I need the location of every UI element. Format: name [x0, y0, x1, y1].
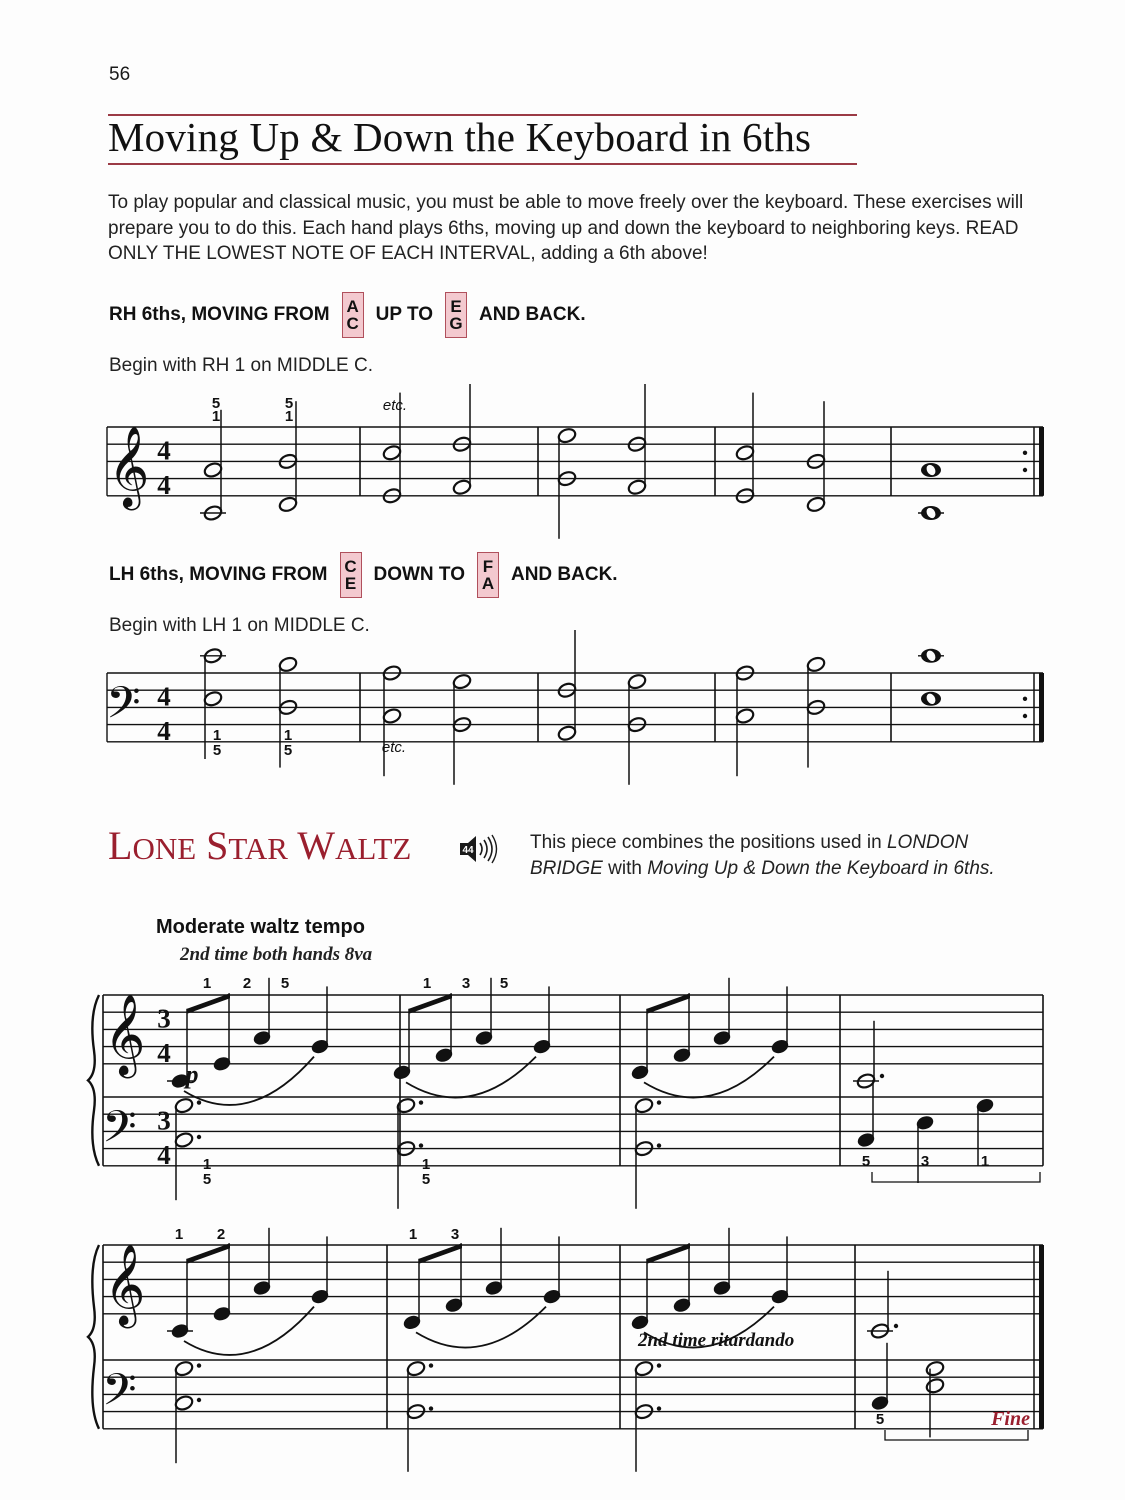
time-signature-bottom: 4: [157, 1038, 171, 1069]
half-note: [382, 707, 402, 724]
lh-to-bottom: A: [481, 574, 495, 593]
title-rest: ONE: [132, 831, 197, 866]
half-note: [203, 461, 223, 478]
half-note: [396, 1097, 416, 1114]
bass-clef-icon: 𝄢: [102, 1102, 137, 1163]
finger-number: 2: [242, 975, 252, 992]
finger-number: 5: [499, 975, 509, 992]
desc-text: This piece combines the positions used in: [530, 832, 887, 853]
finger-number: 1: [408, 1226, 418, 1243]
desc-text: with: [602, 857, 648, 879]
finger-number: 3: [920, 1153, 930, 1170]
half-note: [382, 444, 402, 461]
half-note: [174, 1131, 194, 1148]
half-note: [452, 673, 472, 690]
rh-from-top: A: [346, 297, 359, 316]
rh-heading-middle: UP TO: [375, 304, 433, 325]
beam: [647, 993, 690, 1013]
brace: [88, 995, 99, 1166]
slur: [644, 1057, 774, 1098]
half-note: [174, 1394, 194, 1411]
half-note: [735, 444, 755, 461]
rh-to-top: E: [450, 297, 462, 316]
augmentation-dot: [894, 1324, 898, 1328]
finger-number: 3: [461, 975, 471, 992]
half-note: [452, 478, 472, 495]
beam: [647, 1243, 690, 1263]
page-title: Moving Up & Down the Keyboard in 6ths: [108, 114, 812, 160]
rh-heading-suffix: AND BACK.: [479, 304, 586, 325]
augmentation-dot: [419, 1100, 423, 1104]
half-note: [634, 1097, 654, 1114]
slur: [406, 1057, 536, 1098]
augmentation-dot: [1023, 697, 1027, 701]
final-barline: [1039, 673, 1044, 742]
lh-to-top: F: [482, 557, 494, 576]
treble-clef-icon: 𝄞: [104, 996, 146, 1074]
finger-number: 1: [202, 975, 212, 992]
lh-from-bottom: E: [344, 574, 357, 593]
rh-to-bottom: G: [449, 314, 463, 333]
augmentation-dot: [657, 1363, 661, 1367]
title-rest: ALTZ: [334, 831, 412, 866]
augmentation-dot: [1023, 714, 1027, 718]
half-note: [278, 496, 298, 513]
augmentation-dot: [419, 1143, 423, 1147]
time-signature-bottom: 4: [157, 716, 171, 747]
half-note: [203, 690, 223, 707]
rh-from-bottom: C: [346, 314, 359, 333]
half-note: [557, 724, 577, 741]
augmentation-dot: [197, 1363, 201, 1367]
final-barline: [1039, 427, 1044, 496]
rh-heading-prefix: RH 6ths, MOVING FROM: [109, 304, 330, 325]
half-note: [174, 1097, 194, 1114]
time-signature-top: 3: [157, 1105, 171, 1136]
finger-number: 1: [422, 975, 432, 992]
augmentation-dot: [429, 1363, 433, 1367]
half-note: [278, 656, 298, 673]
half-note: [174, 1360, 194, 1377]
half-note: [557, 427, 577, 444]
finger-number: 1: [421, 1156, 431, 1173]
beam: [187, 1243, 230, 1263]
title-cap: L: [108, 823, 133, 868]
tempo-note: 2nd time both hands 8va: [180, 944, 373, 965]
fingering-bracket: [885, 1430, 1028, 1440]
tempo-marking: Moderate waltz tempo: [156, 916, 365, 938]
finger-number: 1: [211, 408, 221, 425]
bass-clef-icon: 𝄢: [102, 1365, 137, 1426]
finger-number: 5: [280, 975, 290, 992]
finger-number: 5: [875, 1411, 885, 1428]
beam: [409, 993, 452, 1013]
half-note: [627, 673, 647, 690]
finger-number: 5: [212, 742, 222, 759]
desc-italic: BRIDGE: [530, 857, 603, 879]
finger-number: 1: [174, 1226, 184, 1243]
augmentation-dot: [657, 1406, 661, 1410]
finger-number: 2: [216, 1226, 226, 1243]
half-note: [735, 707, 755, 724]
half-note: [634, 1360, 654, 1377]
augmentation-dot: [197, 1398, 201, 1402]
beam: [419, 1243, 462, 1263]
page-number: 56: [109, 64, 131, 85]
half-note: [925, 1360, 945, 1377]
augmentation-dot: [197, 1135, 201, 1139]
finger-number: 5: [284, 395, 294, 412]
finger-number: 5: [283, 742, 293, 759]
augmentation-dot: [880, 1074, 884, 1078]
slur: [416, 1307, 546, 1348]
desc-italic: LONDON: [886, 832, 969, 853]
fingering-bracket: [872, 1172, 1040, 1182]
half-note: [627, 478, 647, 495]
lh-from-top: C: [344, 557, 357, 576]
half-note: [406, 1360, 426, 1377]
finger-number: 1: [202, 1156, 212, 1173]
dynamic-piano: p: [185, 1060, 199, 1089]
finger-number: 5: [211, 395, 221, 412]
time-signature-bottom: 4: [157, 470, 171, 501]
augmentation-dot: [197, 1100, 201, 1104]
finger-number: 5: [202, 1171, 212, 1188]
etc-annotation: etc.: [381, 739, 407, 756]
final-barline: [1039, 1245, 1044, 1429]
finger-number: 1: [283, 727, 293, 744]
lh-heading-prefix: LH 6ths, MOVING FROM: [109, 564, 328, 585]
half-note: [806, 656, 826, 673]
time-signature-top: 3: [157, 1003, 171, 1034]
augmentation-dot: [657, 1143, 661, 1147]
bass-clef-icon: 𝄢: [106, 678, 141, 739]
title-cap: W: [297, 823, 335, 868]
finger-number: 1: [212, 727, 222, 744]
time-signature-top: 4: [157, 435, 171, 466]
title-cap: S: [206, 823, 229, 868]
lh-instruction: Begin with LH 1 on MIDDLE C.: [109, 615, 370, 636]
augmentation-dot: [657, 1100, 661, 1104]
desc-italic: Moving Up & Down the Keyboard in 6ths.: [647, 857, 995, 879]
lh-heading-suffix: AND BACK.: [510, 564, 618, 585]
track-number: 44: [462, 845, 474, 856]
intro-paragraph: To play popular and classical music, you must be able to move freely over the keyboard. These exercises will prepare you to do this. Each hand plays 6ths, moving up and down the keyboard to neighboring keys. READ ONLY THE LOWEST NOTE OF EACH INTERVAL, adding a 6th above!: [108, 192, 1024, 264]
time-signature-bottom: 4: [157, 1140, 171, 1171]
finger-number: 5: [421, 1171, 431, 1188]
beam: [187, 993, 230, 1013]
lh-heading-middle: DOWN TO: [373, 564, 465, 585]
ritardando-marking: 2nd time ritardando: [638, 1330, 795, 1351]
etc-annotation: etc.: [382, 397, 408, 414]
rh-instruction: Begin with RH 1 on MIDDLE C.: [109, 355, 373, 376]
treble-clef-icon: 𝄞: [104, 1246, 146, 1324]
finger-number: 3: [450, 1226, 460, 1243]
finger-number: 1: [284, 408, 294, 425]
augmentation-dot: [1023, 468, 1027, 472]
treble-clef-icon: 𝄞: [108, 428, 150, 506]
brace: [88, 1245, 99, 1429]
finger-number: 5: [861, 1153, 871, 1170]
augmentation-dot: [1023, 451, 1027, 455]
fine-marking: Fine: [991, 1408, 1030, 1430]
augmentation-dot: [429, 1406, 433, 1410]
time-signature-top: 4: [157, 681, 171, 712]
half-note: [925, 1377, 945, 1394]
half-note: [806, 496, 826, 513]
title-rest: TAR: [228, 831, 288, 866]
finger-number: 1: [980, 1153, 990, 1170]
